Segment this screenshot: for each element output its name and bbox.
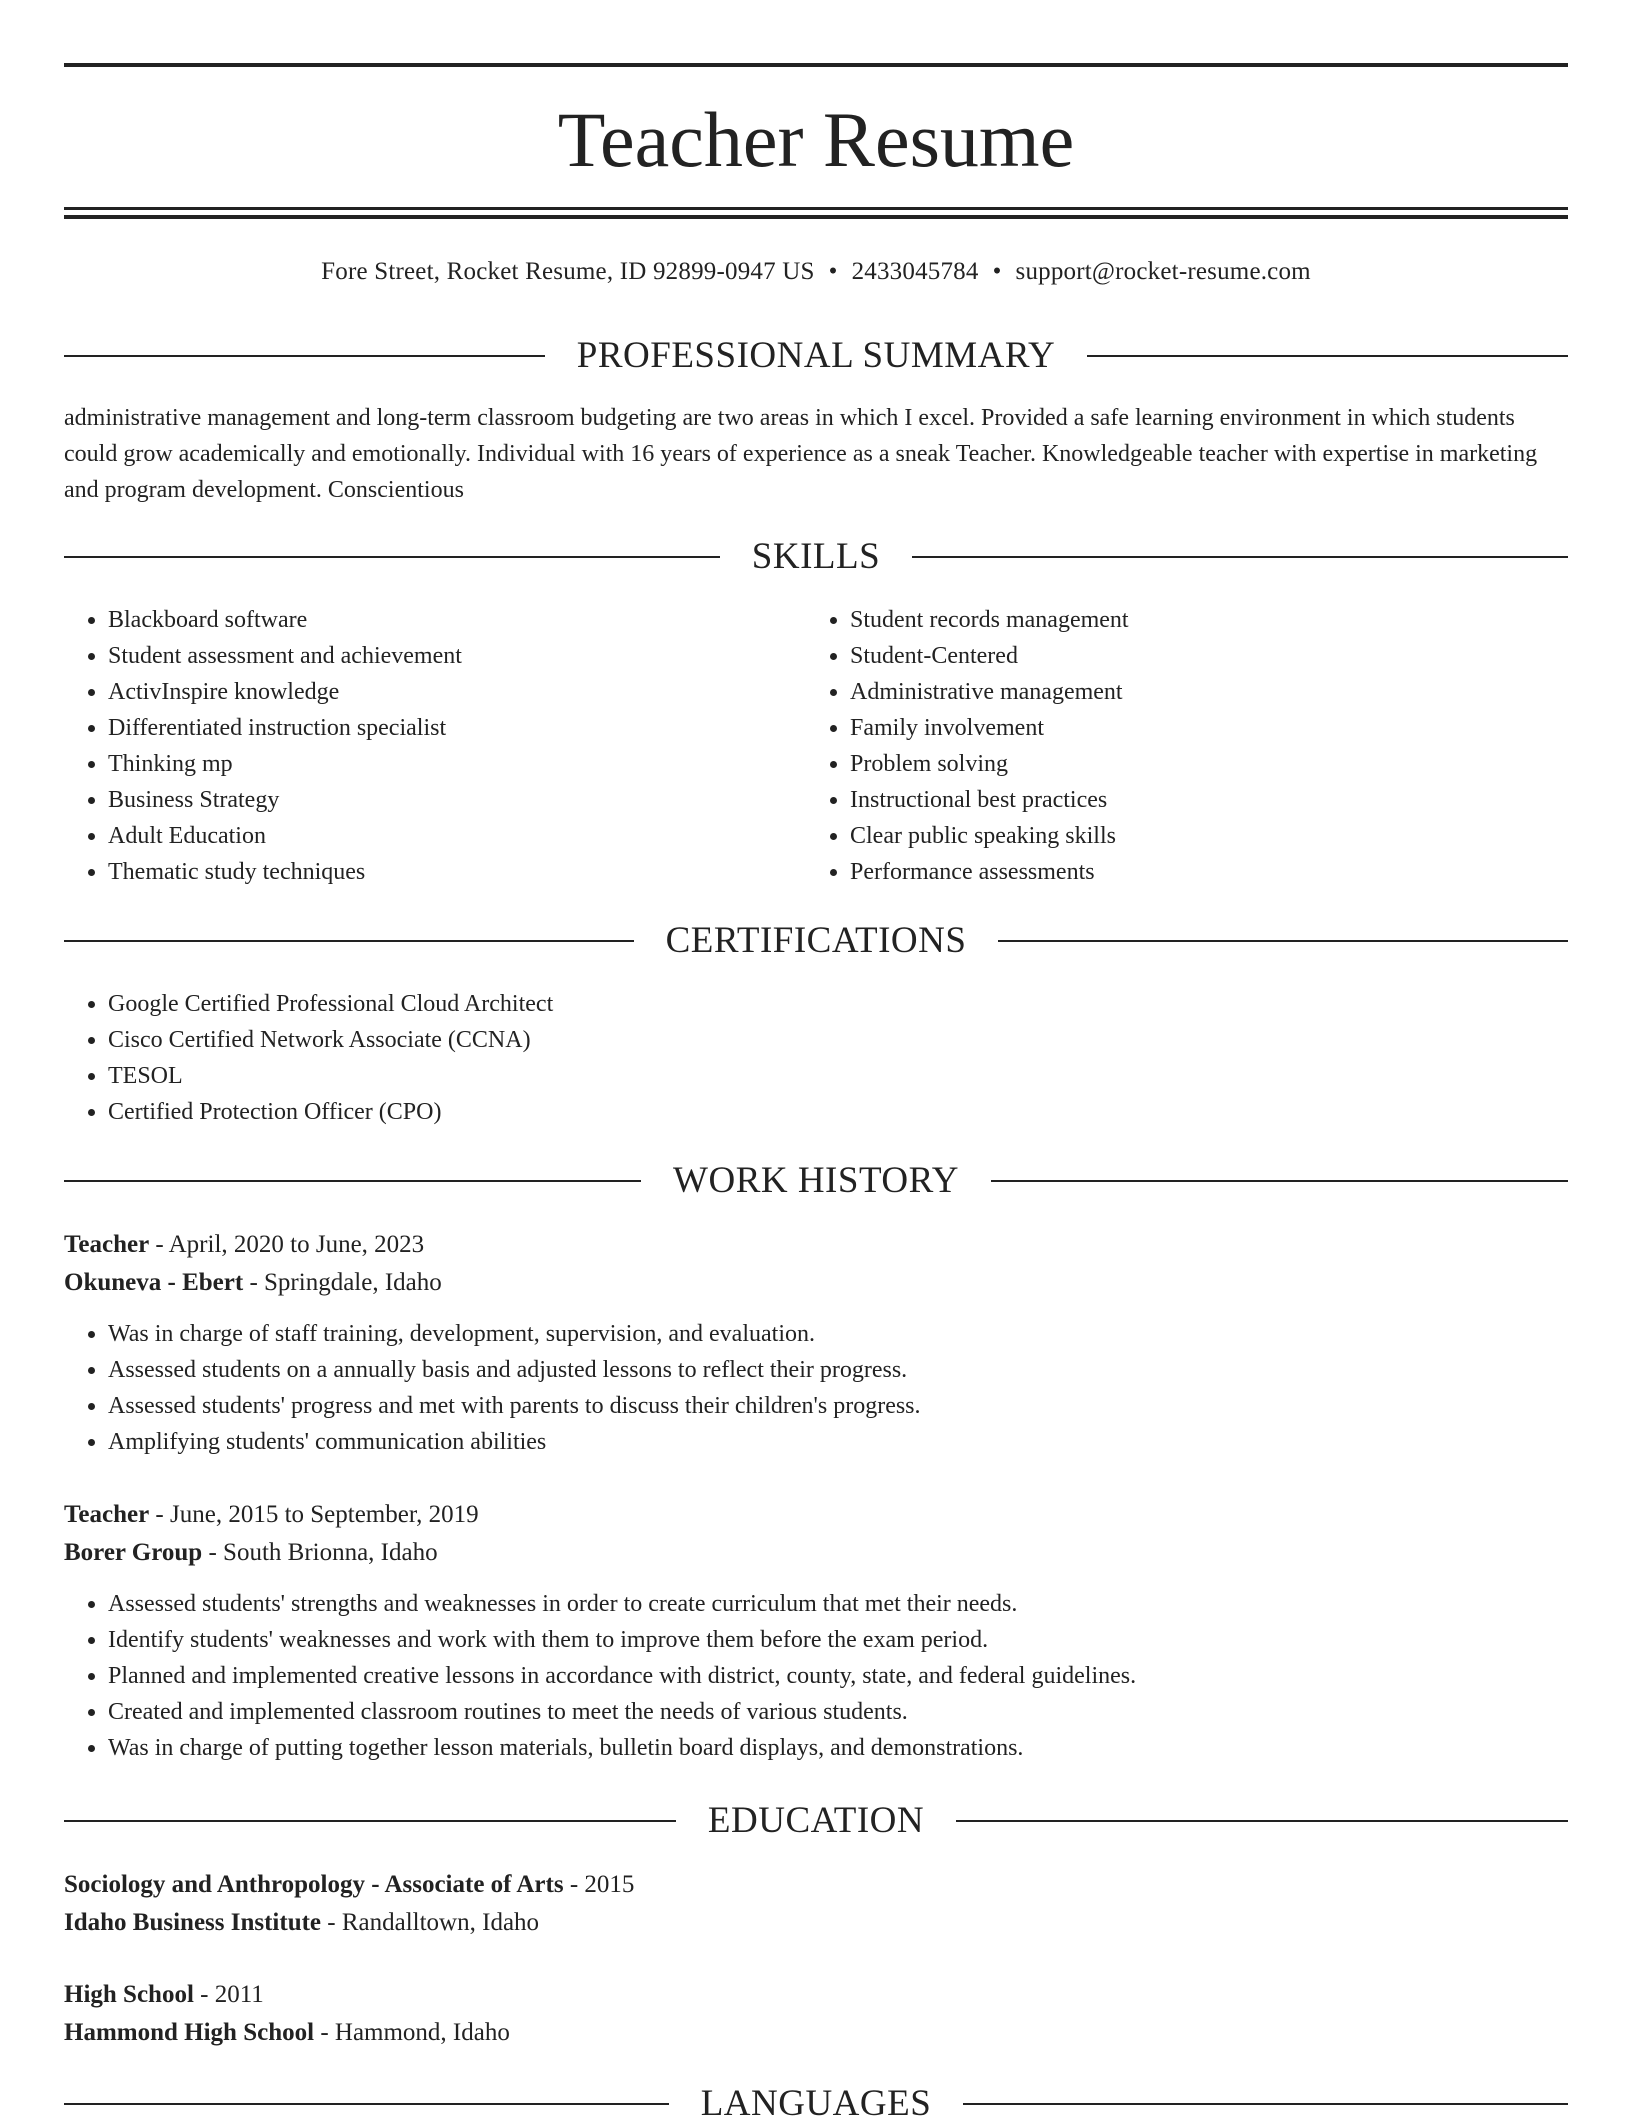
education-degree: Sociology and Anthropology - Associate of Arts <box>64 1871 564 1898</box>
job-entry <box>64 1496 1568 1766</box>
list-item: • Thematic study techniques <box>108 854 804 890</box>
skills-column-left <box>64 602 804 890</box>
skills-list-right <box>806 602 1546 890</box>
divider <box>64 940 634 942</box>
job-duties-list <box>64 1316 1568 1460</box>
list-item: • Amplifying students' communication abilities <box>108 1424 1568 1460</box>
divider <box>64 355 545 357</box>
section-title: CERTIFICATIONS <box>665 920 967 961</box>
job-title-line <box>64 1496 1568 1534</box>
title-rule-upper <box>64 207 1568 210</box>
divider <box>64 1820 676 1822</box>
section-heading-languages <box>64 2082 1568 2126</box>
contact-email[interactable]: support@rocket-resume.com <box>1015 258 1311 285</box>
divider <box>963 2103 1568 2105</box>
divider <box>998 940 1568 942</box>
list-item: • Identify students' weaknesses and work with them to improve them before the exam period. <box>108 1622 1568 1658</box>
certifications-list <box>64 986 1568 1130</box>
section-title: PROFESSIONAL SUMMARY <box>576 335 1056 376</box>
section-heading-education <box>64 1799 1568 1843</box>
certifications-block <box>64 986 1568 1130</box>
list-item: • ActivInspire knowledge <box>108 674 804 710</box>
list-item: • Family involvement <box>850 710 1546 746</box>
skills-list-left <box>64 602 804 890</box>
job-location: - Springdale, Idaho <box>243 1269 442 1296</box>
section-title: SKILLS <box>751 536 881 577</box>
section-heading-certifications <box>64 919 1568 963</box>
list-item: • Assessed students on a annually basis and adjusted lessons to reflect their progress. <box>108 1352 1568 1388</box>
page-title: Teacher Resume <box>557 96 1075 183</box>
list-item: • Thinking mp <box>108 746 804 782</box>
list-item: • Planned and implemented creative lessons in accordance with district, county, state, and federal guidelines. <box>108 1658 1568 1694</box>
job-dates: - June, 2015 to September, 2019 <box>149 1501 479 1528</box>
list-item: • Problem solving <box>850 746 1546 782</box>
divider <box>64 556 720 558</box>
top-rule <box>64 63 1568 67</box>
divider <box>956 1820 1568 1822</box>
skills-column-right <box>806 602 1546 890</box>
section-heading-skills <box>64 535 1568 579</box>
list-item: • Blackboard software <box>108 602 804 638</box>
education-year: - 2011 <box>193 1981 264 2008</box>
list-item: • Business Strategy <box>108 782 804 818</box>
section-heading-summary <box>64 334 1568 378</box>
job-entry <box>64 1226 1568 1460</box>
education-degree: High School <box>64 1981 194 2008</box>
job-company-line <box>64 1264 1568 1302</box>
divider <box>1087 355 1568 357</box>
list-item: • Clear public speaking skills <box>850 818 1546 854</box>
list-item: • Adult Education <box>108 818 804 854</box>
education-location: - Hammond, Idaho <box>314 2019 510 2046</box>
job-company: Okuneva - Ebert <box>64 1269 244 1296</box>
job-company-line <box>64 1534 1568 1572</box>
list-item: • TESOL <box>108 1058 1568 1094</box>
list-item: • Differentiated instruction specialist <box>108 710 804 746</box>
list-item: • Student assessment and achievement <box>108 638 804 674</box>
list-item: • Cisco Certified Network Associate (CCNA) <box>108 1022 1568 1058</box>
job-title: Teacher <box>64 1501 150 1528</box>
education-school-line <box>64 2014 1568 2052</box>
summary-text: administrative management and long-term classroom budgeting are two areas in which I excel. Provided a safe learning environment in which students could grow academically and emotionally. Individual with 16 years of experience as a sneak Teacher. Knowledgeable teacher with expertise in marketing and program development. Conscientious <box>64 405 1538 503</box>
list-item: • Google Certified Professional Cloud Architect <box>108 986 1568 1022</box>
list-item: • Instructional best practices <box>850 782 1546 818</box>
education-entry <box>64 1976 1568 2052</box>
job-dates: - April, 2020 to June, 2023 <box>149 1231 425 1258</box>
list-item: • Student records management <box>850 602 1546 638</box>
job-duties-list <box>64 1586 1568 1766</box>
list-item: • Assessed students' progress and met with parents to discuss their children's progress. <box>108 1388 1568 1424</box>
education-degree-line <box>64 1976 1568 2014</box>
education-degree-line <box>64 1866 1568 1904</box>
education-school-line <box>64 1904 1568 1942</box>
education-school: Idaho Business Institute <box>64 1909 322 1936</box>
contact-separator: • <box>828 258 838 285</box>
section-title: EDUCATION <box>707 1800 925 1841</box>
list-item: • Certified Protection Officer (CPO) <box>108 1094 1568 1130</box>
divider <box>64 1180 641 1182</box>
contact-line <box>64 254 1568 290</box>
list-item: • Administrative management <box>850 674 1546 710</box>
job-company: Borer Group <box>64 1539 203 1566</box>
list-item: • Performance assessments <box>850 854 1546 890</box>
education-entry <box>64 1866 1568 1942</box>
list-item: • Was in charge of putting together lesson materials, bulletin board displays, and demonstrations. <box>108 1730 1568 1766</box>
contact-phone: 2433045784 <box>851 258 979 285</box>
job-title-line <box>64 1226 1568 1264</box>
job-location: - South Brionna, Idaho <box>202 1539 438 1566</box>
job-title: Teacher <box>64 1231 150 1258</box>
divider <box>64 2103 669 2105</box>
list-item: • Assessed students' strengths and weaknesses in order to create curriculum that met their needs. <box>108 1586 1568 1622</box>
section-heading-work-history <box>64 1159 1568 1203</box>
divider <box>991 1180 1568 1182</box>
education-school: Hammond High School <box>64 2019 315 2046</box>
divider <box>912 556 1568 558</box>
title-rule-lower <box>64 215 1568 219</box>
section-title: WORK HISTORY <box>673 1160 959 1201</box>
education-year: - 2015 <box>563 1871 635 1898</box>
list-item: • Created and implemented classroom routines to meet the needs of various students. <box>108 1694 1568 1730</box>
list-item: • Was in charge of staff training, development, supervision, and evaluation. <box>108 1316 1568 1352</box>
section-title: LANGUAGES <box>700 2083 932 2124</box>
contact-separator: • <box>992 258 1002 285</box>
contact-address: Fore Street, Rocket Resume, ID 92899-0947 US <box>321 258 815 285</box>
education-location: - Randalltown, Idaho <box>321 1909 540 1936</box>
list-item: • Student-Centered <box>850 638 1546 674</box>
